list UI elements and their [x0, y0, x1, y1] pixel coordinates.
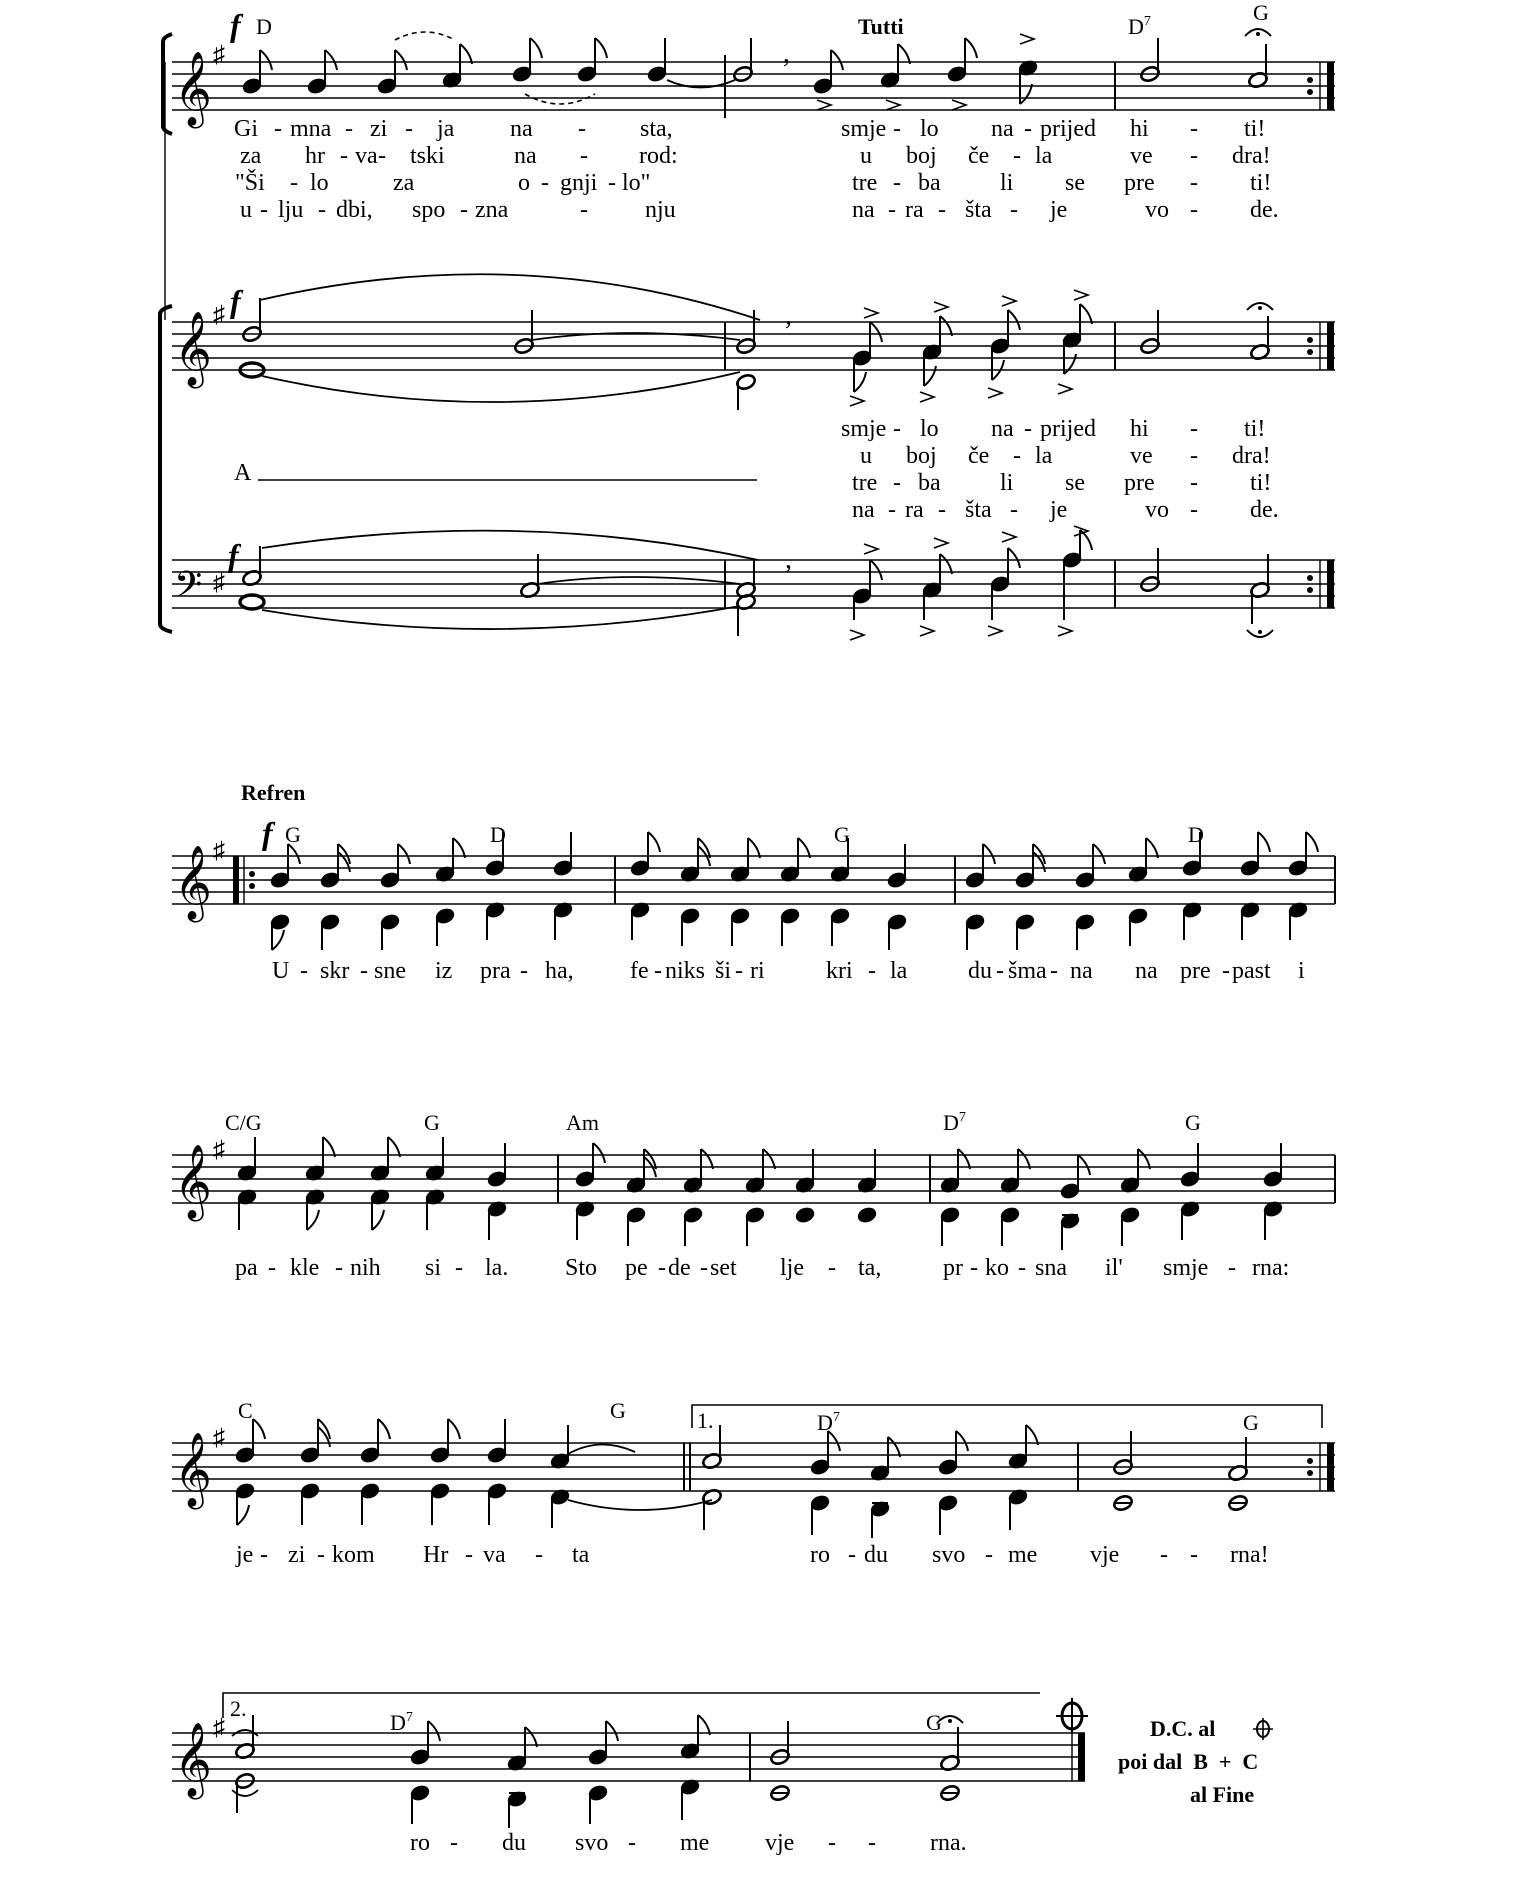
- refrain-line-1-notes: [270, 832, 1335, 950]
- dynamic-mark: f: [230, 283, 241, 319]
- volta-number: 2.: [230, 1696, 247, 1721]
- chord-symbol: D: [1188, 822, 1204, 847]
- bracket-bottom: [160, 306, 172, 632]
- chord-symbol: $D^7$: [390, 1710, 413, 1735]
- svg-text:u-lju -dbi,spo: u - lju - dbi, spo - zna - nju na - ra - šta - je vo - de.: [240, 197, 1279, 223]
- chord-symbol: G: [285, 822, 301, 847]
- svg-text:,: ,: [783, 38, 790, 69]
- chord-symbol: $D^7$: [1128, 14, 1151, 39]
- refrain-line-2: [172, 1110, 1335, 1281]
- chord-symbol: G: [610, 1398, 626, 1423]
- staff-1: [172, 62, 1335, 110]
- svg-text:zahr- va-tski: za hr - va- tski na - rod: u boj če - la ve - dra!: [240, 143, 1271, 169]
- chord-symbol: D: [256, 14, 272, 39]
- tutti-label: Tutti: [858, 14, 904, 39]
- chord-symbol: G: [424, 1110, 440, 1135]
- refrain-label: Refren: [241, 780, 306, 805]
- dc-instruction: al Fine: [1190, 1782, 1255, 1807]
- svg-text:,: ,: [785, 544, 792, 575]
- sharp-icon: ♯: [213, 42, 225, 68]
- svg-text:,: ,: [785, 300, 792, 331]
- refrain-line-4-notes: [232, 1715, 963, 1828]
- sharp-icon: ♯: [213, 838, 225, 864]
- chord-symbol: D: [490, 822, 506, 847]
- dashed-slur: [395, 32, 455, 40]
- chord-symbol: G: [1185, 1110, 1201, 1135]
- treble-clef-icon: 𝄞: [174, 52, 212, 126]
- refrain-line-1: [172, 780, 1335, 984]
- vocalise-syllable: A: [234, 460, 252, 486]
- chord-symbol: G: [1243, 1410, 1259, 1435]
- treble-clef-icon: 𝄞: [174, 312, 212, 386]
- treble-clef-icon: 𝄞: [174, 1433, 212, 1507]
- refrain-line-3: [172, 1398, 1335, 1568]
- dc-instruction: poi dal B + C: [1118, 1749, 1259, 1774]
- sharp-icon: ♯: [213, 1715, 225, 1741]
- coda-sign-icon: [1056, 1698, 1088, 1734]
- svg-text:"Ši-lo zao- gn: "Ši - lo za o - gnji - lo" tre - ba li se pre - ti!: [235, 170, 1272, 196]
- volta-bracket-1: [692, 1405, 1322, 1428]
- chord-symbol: G: [926, 1710, 942, 1735]
- chord-symbol: C: [238, 1398, 253, 1423]
- chord-symbol: C/G: [225, 1110, 262, 1135]
- dynamic-mark: f: [262, 815, 273, 851]
- coda-sign-icon: [1253, 1718, 1273, 1740]
- svg-text:tre-ba lisepre: tre - ba li se pre - ti!: [852, 470, 1272, 496]
- lower-verse-lyrics: [841, 416, 1279, 523]
- refrain-lyrics-1: U - skr - sne iz pra - ha, fe - niks ši - ri kri - la du - šma - na na pre - past i: [272, 958, 1305, 984]
- accent-marks: [850, 526, 1088, 640]
- system-1: [160, 0, 1335, 640]
- dynamic-mark: f: [230, 7, 241, 43]
- refrain-lyrics-4: ro - du svo - me vje - - rna.: [410, 1830, 967, 1856]
- chord-symbol: $D^7$: [817, 1410, 840, 1435]
- svg-text:ubojče -lave -: u boj če - la ve - dra!: [860, 443, 1271, 469]
- treble-clef-icon: 𝄞: [174, 1145, 212, 1219]
- staff-2-notes: [240, 274, 1273, 410]
- volta-bracket-2: [223, 1693, 1040, 1718]
- refrain-line-2-notes: [237, 1137, 1335, 1250]
- bass-clef-icon: 𝄢: [174, 564, 203, 615]
- accent-marks: [850, 290, 1088, 406]
- verse-lyrics: [234, 116, 1279, 223]
- dc-instruction: D.C. al: [1150, 1716, 1216, 1741]
- dynamic-mark: f: [228, 537, 239, 573]
- refrain-lyrics-2: pa - kle - nih si - la. Sto pe -de -set lje - ta, pr - ko - sna il' smje - rna:: [235, 1255, 1290, 1281]
- sharp-icon: ♯: [213, 570, 225, 596]
- dashed-slur: [525, 94, 595, 104]
- chord-symbol: G: [834, 822, 850, 847]
- svg-text:Gi-mna -zi- ja: Gi - mna - zi - ja na - sta, smje - lo na - prijed hi - ti!: [234, 116, 1266, 142]
- refrain-lyrics-3: je - zi - kom Hr - va - ta ro - du svo - me vje - - rna!: [236, 1542, 1269, 1568]
- svg-text:na-ra -šta- je: na - ra - šta - je vo - de.: [852, 497, 1279, 523]
- svg-text:smje-lo na-prijed: smje - lo na - prijed hi - ti!: [841, 416, 1266, 442]
- treble-clef-icon: 𝄞: [174, 846, 212, 920]
- chord-symbol: $D^7$: [943, 1110, 966, 1135]
- chord-symbol: G: [1253, 0, 1269, 25]
- sharp-icon: ♯: [213, 302, 225, 328]
- sharp-icon: ♯: [213, 1137, 225, 1163]
- sharp-icon: ♯: [213, 1425, 225, 1451]
- refrain-line-4: [172, 1693, 1273, 1856]
- volta-number: 1.: [697, 1408, 714, 1433]
- treble-clef-icon: 𝄞: [174, 1723, 212, 1797]
- chord-symbol: Am: [566, 1110, 599, 1135]
